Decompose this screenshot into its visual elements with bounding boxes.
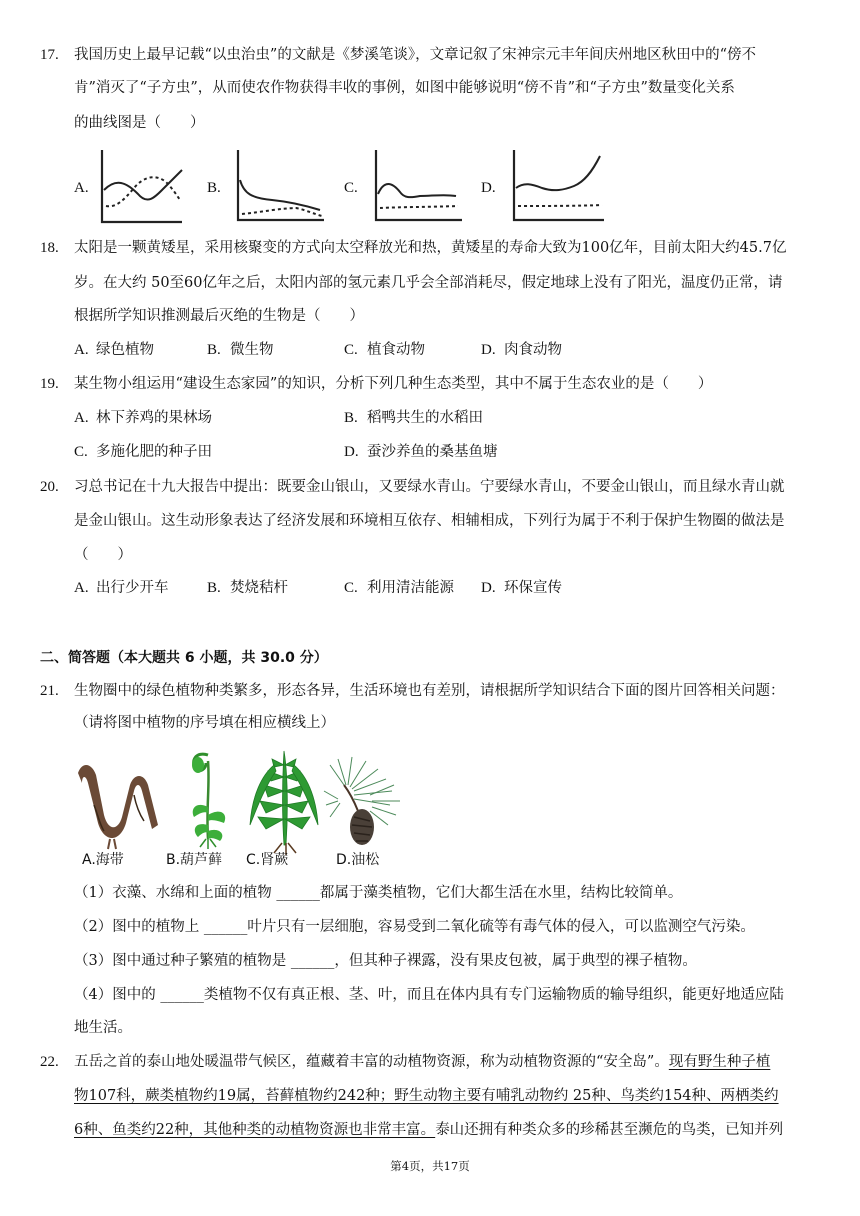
question-number: 19. (40, 376, 59, 392)
option-text: 肉食动物 (504, 342, 562, 358)
option-label: B. (207, 580, 221, 596)
plant-label: D.油松 (336, 852, 380, 868)
option-text: 利用清洁能源 (367, 580, 454, 596)
option-text: 绿色植物 (96, 342, 154, 358)
question-text-line: 习总书记在十九大报告中提出：既要金山银山，又要绿水青山。宁要绿水青山，不要金山银山，而且绿水青山就 (74, 479, 785, 495)
question-text-line: 根据所学知识推测最后灭绝的生物是（ ） (74, 308, 364, 324)
question-text-line: （请将图中植物的序号填在相应横线上） (74, 715, 335, 731)
plain-text: 泰山还拥有种类众多的珍稀甚至濒危的鸟类，已知并列 (435, 1122, 784, 1138)
question-text-line: 是金山银山。这生动形象表达了经济发展和环境相互依存、相辅相成，下列行为属于不利于保护生物圈的做法是 (74, 513, 785, 529)
question-number: 22. (40, 1054, 59, 1070)
option-label: D. (344, 444, 359, 460)
option-b-curve-graph (232, 150, 327, 226)
option-text: 微生物 (230, 342, 274, 358)
option-label: A. (74, 580, 89, 596)
sub-question-1: （1）衣藻、水绵和上面的植物 ______都属于藻类植物，它们大都生活在水里，结构比较简单。 (74, 885, 683, 901)
underlined-text: 6种、鱼类约22种，其他种类的动植物资源也非常丰富。 (74, 1122, 436, 1138)
option-text: 稻鸭共生的水稻田 (367, 410, 483, 426)
sub-question-2: （2）图中的植物上 ______叶片只有一层细胞，容易受到二氧化硫等有毒气体的侵入，可以监测空气污染。 (74, 919, 755, 935)
option-text: 出行少开车 (96, 580, 169, 596)
option-label: C. (344, 342, 358, 358)
plain-text: 五岳之首的泰山地处暖温带气候区，蕴藏着丰富的动植物资源，称为动植物资源的“安全岛”。 (74, 1054, 669, 1070)
question-text-line: 岁。在大约 50至60亿年之后，太阳内部的氢元素几乎会全部消耗尽，假定地球上没有了阳光，温度仍正常，请 (74, 275, 783, 291)
option-c-label: C. (344, 180, 358, 196)
question-text-line (74, 1052, 770, 1072)
option-c-curve-graph (370, 150, 465, 226)
moss-image (178, 747, 238, 852)
sub-question-3: （3）图中通过种子繁殖的植物是 ______，但其种子裸露，没有果皮包被，属于典型的裸子植物。 (74, 953, 697, 969)
option-label: B. (344, 410, 358, 426)
option-a-label: A. (74, 180, 89, 196)
question-number: 20. (40, 479, 59, 495)
option-label: C. (344, 580, 358, 596)
option-label: D. (481, 342, 496, 358)
option-text: 环保宣传 (504, 580, 562, 596)
option-text: 林下养鸡的果林场 (96, 410, 212, 426)
option-text: 植食动物 (367, 342, 425, 358)
option-label: A. (74, 342, 89, 358)
plant-label: A.海带 (82, 852, 124, 868)
option-d-label: D. (481, 180, 496, 196)
option-text: 焚烧秸杆 (230, 580, 288, 596)
section-heading: 二、简答题（本大题共 6 小题，共 30.0 分） (40, 650, 328, 666)
option-text: 蚕沙养鱼的桑基鱼塘 (367, 444, 498, 460)
question-number: 21. (40, 683, 59, 699)
plant-label: C.肾蕨 (246, 852, 289, 868)
underlined-text: 现有野生种子植 (668, 1054, 771, 1070)
underlined-text: 物107科，蕨类植物约19属，苔藓植物约242种；野生动物主要有哺乳动物约 25种、鸟类约154种、两栖类约 (74, 1088, 779, 1104)
question-text-line: （ ） (74, 547, 132, 563)
plant-figure (74, 745, 414, 870)
question-text-line: 太阳是一颗黄矮星，采用核聚变的方式向太空释放光和热，黄矮星的寿命大致为100亿年，目前太阳大约45.7亿 (74, 240, 787, 256)
question-text-line: 的曲线图是（ ） (74, 115, 205, 131)
page-number: 第4页，共17页 (390, 1159, 470, 1173)
question-number: 18. (40, 240, 59, 256)
option-text: 多施化肥的种子田 (96, 444, 212, 460)
pine-image (324, 755, 404, 855)
kelp-image (74, 755, 164, 850)
question-text-line: 我国历史上最早记载“以虫治虫”的文献是《梦溪笔谈》，文章记叙了宋神宗元丰年间庆州地区秋田中的“傍不 (74, 47, 756, 63)
question-text-line (74, 1120, 783, 1140)
option-label: D. (481, 580, 496, 596)
question-number: 17. (40, 47, 59, 63)
option-label: A. (74, 410, 89, 426)
fern-image (244, 745, 324, 855)
option-label: B. (207, 342, 221, 358)
question-text-line: 肯”消灭了“子方虫”，从而使农作物获得丰收的事例，如图中能够说明“傍不肯”和“子方虫”数量变化关系 (74, 80, 735, 96)
question-text-line: 生物圈中的绿色植物种类繁多，形态各异，生活环境也有差别，请根据所学知识结合下面的图片回答相关问题： (74, 683, 785, 699)
option-label: C. (74, 444, 88, 460)
sub-question-4: （4）图中的 ______类植物不仅有真正根、茎、叶，而且在体内具有专门运输物质的输导组织，能更好地适应陆 (74, 987, 784, 1003)
question-text-line: 某生物小组运用“建设生态家园”的知识，分析下列几种生态类型，其中不属于生态农业的是（ ） (74, 376, 713, 392)
sub-question-4-continued: 地生活。 (74, 1020, 132, 1036)
option-b-label: B. (207, 180, 221, 196)
option-a-curve-graph (96, 150, 186, 226)
plant-label: B.葫芦藓 (166, 852, 223, 868)
option-d-curve-graph (508, 150, 608, 226)
